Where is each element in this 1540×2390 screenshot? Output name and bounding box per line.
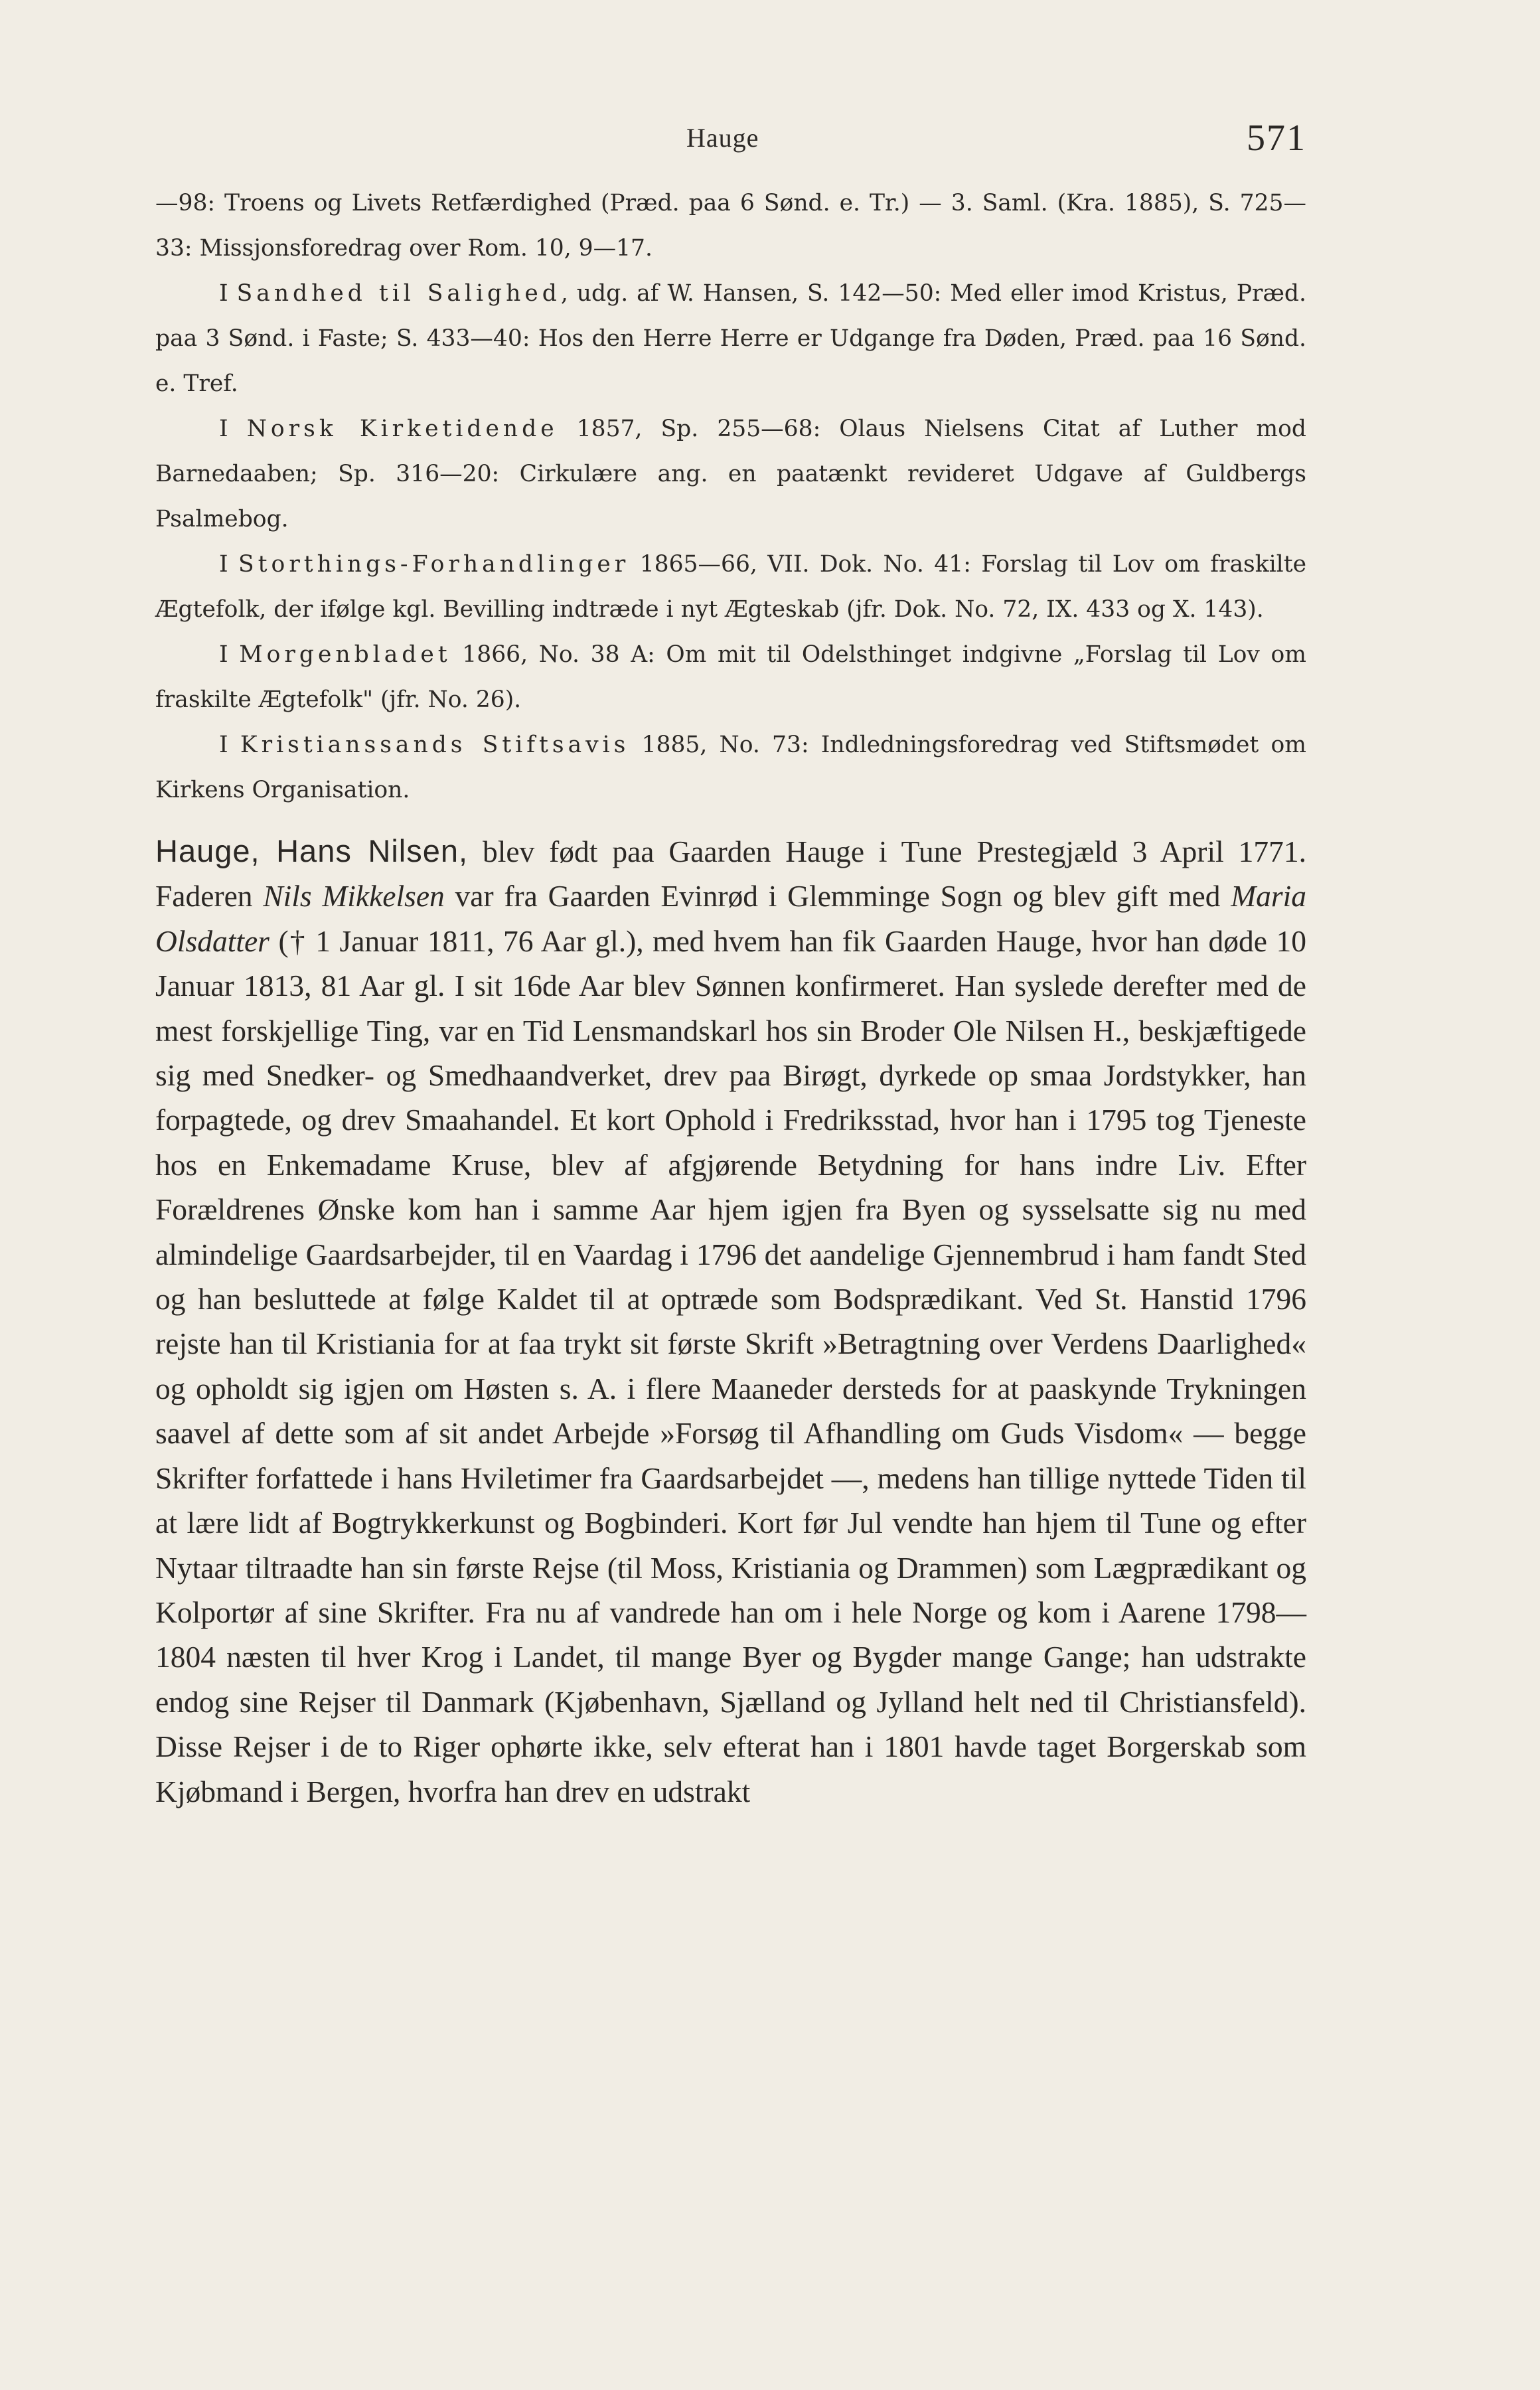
mother-name: Maria Olsdatter xyxy=(155,879,1306,958)
entry-prefix: I xyxy=(219,280,237,307)
biography-text: († 1 Januar 1811, 76 Aar gl.), med hvem han fik Gaarden Hauge, hvor han døde 10 Januar 1813, 81 Aar gl. I sit 16de Aar blev Sønnen konfirmeret. Han syslede derefter med de mest forskjellige Ting, var en Tid Lensmandskarl hos sin Broder Ole Nilsen H., beskjæftigede sig med Snedker- og Smedhaandverket, drev paa Birøgt, dyrkede op smaa Jordstykker, han forpagtede, og drev Smaahandel. Et kort Ophold i Fredriksstad, hvor han i 1795 tog Tjeneste hos en Enkemadame Kruse, blev af afgjørende Betydning for hans indre Liv. Efter Forældrenes Ønske kom han i samme Aar hjem igjen fra Byen og sysselsatte sig nu med almindelige Gaardsarbejder, til en Vaardag i 1796 det aandelige Gjennembrud i ham fandt Sted og han besluttede at følge Kaldet til at optræde som Bodsprædikant. Ved St. Hanstid 1796 rejste han til Kristiania for at faa trykt sit første Skrift »Betragtning over Verdens Daarlighed« og opholdt sig igjen om Høsten s. A. i flere Maaneder dersteds for at paaskynde Trykningen saavel af dette som af sit andet Arbejde »Forsøg til Afhandling om Guds Visdom« — begge Skrifter forfattede i hans Hviletimer fra Gaardsarbejdet —, medens han tillige nyttede Tiden til at lære lidt af Bogtrykkerkunst og Bogbinderi. Kort før Jul vendte han hjem til Tune og efter Nytaar tiltraadte han sin første Rejse (til Moss, Kristiania og Drammen) som Lægprædikant og Kolportør af sine Skrifter. Fra nu af vandrede han om i hele Norge og kom i Aarene 1798—1804 næsten til hver Krog i Landet, til mange Byer og Bygder mange Gange; han udstrakte endog sine Rejser til Danmark (Kjøbenhavn, Sjælland og Jylland helt ned til Christiansfeld). Disse Rejser i de to Riger ophørte ikke, selv efterat han i 1801 havde taget Borgerskab som Kjøbmand i Bergen, hvorfra han drev en udstrakt xyxy=(155,923,1306,1808)
page-header xyxy=(0,117,1540,163)
entry-text: 1885, No. 73: Indledningsforedrag ved Stiftsmødet om Kirkens Organisation. xyxy=(155,732,1306,803)
biography-text: var fra Gaarden Evinrød i Glemminge Sogn og blev gift med xyxy=(444,879,1231,914)
bibliography-entry-kristiansands xyxy=(155,722,1306,813)
entry-prefix: I xyxy=(219,416,247,442)
entry-text: 1865—66, VII. Dok. No. 41: Forslag til Lov om fraskilte Ægtefolk, der ifølge kgl. Bevilling indtræde i nyt Ægteskab (jfr. Dok. No. 72, IX. 433 og X. 143). xyxy=(155,551,1306,623)
bibliography-entry-morgenbladet xyxy=(155,632,1306,722)
source-title: Storthings-Forhandlinger xyxy=(238,551,630,578)
page-number: 571 xyxy=(1247,118,1306,159)
entry-text: 1866, No. 38 A: Om mit til Odelsthinget indgivne „Forslag til Lov om fraskilte Ægtefolk" (jfr. No. 26). xyxy=(155,641,1306,713)
running-head: Hauge xyxy=(686,123,759,153)
source-title: Kristianssands Stiftsavis xyxy=(240,732,630,758)
bibliography-entry-troens xyxy=(155,181,1306,271)
bibliography-entry-sandhed xyxy=(155,271,1306,406)
biography-paragraph xyxy=(155,829,1306,1814)
entry-prefix: I xyxy=(219,551,239,578)
entry-text: 1857, Sp. 255—68: Olaus Nielsens Citat af Luther mod Barnedaaben; Sp. 316—20: Cirkulære ang. en paatænkt revideret Udgave af Guldbergs Psalmebog. xyxy=(155,416,1306,532)
bibliography-section xyxy=(155,181,1306,813)
biography-text: blev født paa Gaarden Hauge i Tune Prestegjæld 3 April 1771. Faderen xyxy=(155,835,1306,914)
source-title: Sandhed til Salighed xyxy=(236,280,561,307)
entry-prefix: I xyxy=(219,641,240,668)
bibliography-entry-norsk xyxy=(155,406,1306,542)
source-title: Norsk Kirketidende xyxy=(246,416,558,442)
biography-section xyxy=(155,829,1306,1814)
biography-heading: Hauge, Hans Nilsen, xyxy=(155,833,469,868)
source-title: Morgenbladet xyxy=(239,641,451,668)
entry-text: , udg. af W. Hansen, S. 142—50: Med eller imod Kristus, Præd. paa 3 Sønd. i Faste; S. 433—40: Hos den Herre Herre er Udgange fra Døden, Præd. paa 16 Sønd. e. Tref. xyxy=(155,280,1306,397)
bibliography-entry-storthings xyxy=(155,542,1306,632)
entry-prefix: I xyxy=(219,732,240,758)
father-name: Nils Mikkelsen xyxy=(263,879,445,914)
entry-text: —98: Troens og Livets Retfærdighed (Præd. paa 6 Sønd. e. Tr.) — 3. Saml. (Kra. 1885), S. 725—33: Missjonsforedrag over Rom. 10, 9—17. xyxy=(155,190,1306,262)
